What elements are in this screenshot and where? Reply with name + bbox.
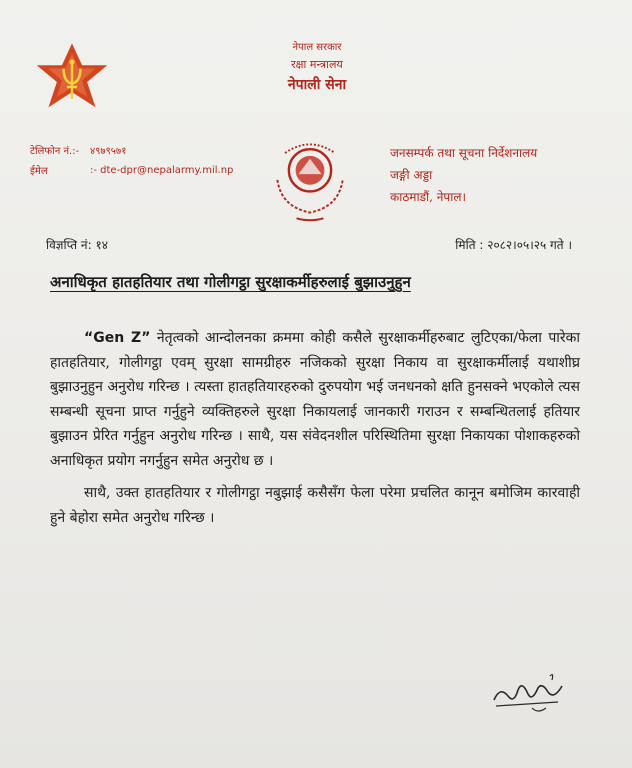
- gov-line-3: नेपाली सेना: [287, 77, 347, 93]
- office-address: [390, 142, 537, 208]
- notice-subject: अनाधिकृत हातहतियार तथा गोलीगट्ठा सुरक्षाकर्मीहरुलाई बुझाउनुहुन: [50, 273, 411, 291]
- notice-number: विज्ञप्ति नं: १४: [46, 238, 108, 252]
- office-line-3: काठमाडौं, नेपाल।: [390, 190, 467, 204]
- gov-line-2: रक्षा मन्त्रालय: [291, 58, 343, 71]
- directorate-seal-icon: [262, 130, 358, 226]
- paragraph-1-text: नेतृत्वको आन्दोलनका क्रममा कोही कसैले सुरक्षाकर्मीहरुबाट लुटिएका/फेला पारेका हातहतियार, गोलीगट्ठा एवम् सुरक्षा सामग्रीहरु नजिकको सुरक्षा निकाय वा सुरक्षाकर्मीलाई यथाशीघ्र बुझाउनुहुन अनुरोध गरिन्छ । त्यस्ता हातहतियारहरुको दुरुपयोग भई जनधनको क्षति हुनसक्ने भएकोले त्यस सम्बन्धी सूचना प्राप्त गर्नुहुने व्यक्तिहरुले सुरक्षा निकायलाई जानकारी गराउन र सम्बन्धितलाई हतियार बुझाउन प्रेरित गर्नुहुन अनुरोध गरिन्छ । साथै, यस संवेदनशील परिस्थितिमा सुरक्षा निकायका पोशाकहरुको अनाधिकृत प्रयोग नगर्नुहुन समेत अनुरोध छ ।: [50, 330, 581, 469]
- nepal-army-star-emblem-icon: [30, 40, 114, 124]
- phone-value: ४९७९५७१: [90, 146, 127, 157]
- notice-date: मिति : २०८२।०५।२५ गते ।: [455, 238, 572, 252]
- contact-info: [30, 140, 233, 180]
- handwritten-signature-icon: [488, 668, 568, 716]
- notice-body: [50, 326, 580, 530]
- email-value: :- dte-dpr@nepalarmy.mil.np: [90, 164, 234, 176]
- email-label: ईमेल: [30, 166, 48, 177]
- body-paragraph-2: साथै, उक्त हातहतियार र गोलीगट्ठा नबुझाई कसैसँग फेला परेमा प्रचलित कानून बमोजिम कारवाही हुने बेहोरा समेत अनुरोध गरिन्छ ।: [50, 485, 580, 526]
- gen-z-lead: “Gen Z”: [84, 330, 151, 346]
- government-header: [262, 40, 372, 96]
- office-line-1: जनसम्पर्क तथा सूचना निर्देशनालय: [390, 146, 538, 160]
- body-paragraph-1: [50, 326, 580, 473]
- office-line-2: जङ्गी अड्डा: [390, 168, 433, 182]
- phone-label: टेलिफोन नं.:-: [30, 146, 80, 157]
- gov-line-1: नेपाल सरकार: [292, 42, 342, 53]
